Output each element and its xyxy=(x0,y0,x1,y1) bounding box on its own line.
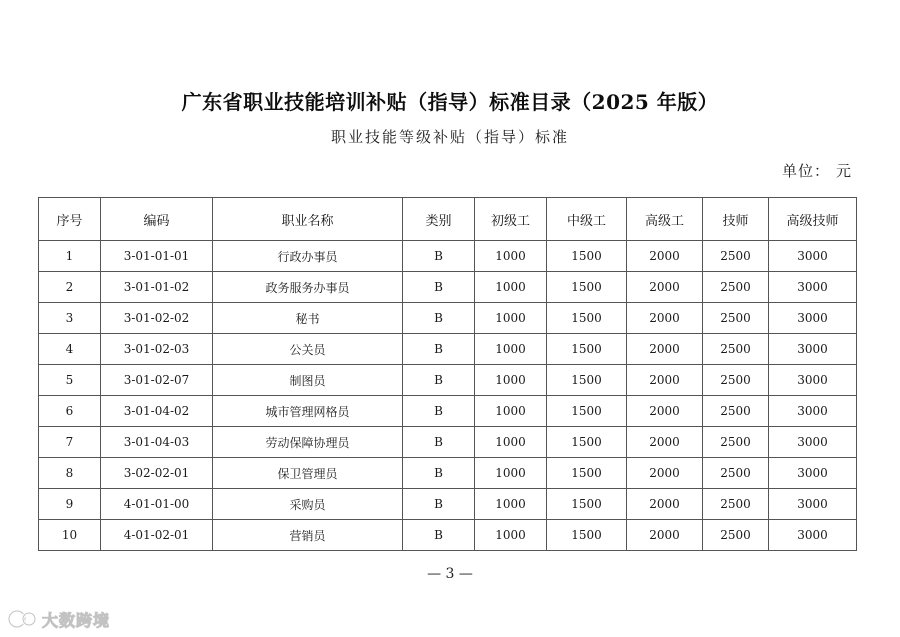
table-row xyxy=(39,458,857,489)
cell-senior-technician: 3000 xyxy=(769,396,857,427)
cell-category: B xyxy=(403,241,475,272)
cell-senior: 2000 xyxy=(627,334,703,365)
table-row xyxy=(39,365,857,396)
cell-technician: 2500 xyxy=(703,334,769,365)
unit-value: 元 xyxy=(835,162,852,180)
cell-intermediate: 1500 xyxy=(547,365,627,396)
cell-senior-technician: 3000 xyxy=(769,520,857,551)
cell-index: 9 xyxy=(39,489,101,520)
cell-occupation: 劳动保障协理员 xyxy=(213,427,403,458)
cell-code: 3-01-04-03 xyxy=(101,427,213,458)
cell-senior-technician: 3000 xyxy=(769,272,857,303)
table-row xyxy=(39,272,857,303)
cell-code: 3-01-01-01 xyxy=(101,241,213,272)
cell-intermediate: 1500 xyxy=(547,303,627,334)
cell-senior-technician: 3000 xyxy=(769,427,857,458)
header-index: 序号 xyxy=(39,198,101,241)
table-row xyxy=(39,303,857,334)
cell-senior: 2000 xyxy=(627,241,703,272)
cell-category: B xyxy=(403,427,475,458)
table-row xyxy=(39,241,857,272)
cell-occupation: 制图员 xyxy=(213,365,403,396)
cell-category: B xyxy=(403,303,475,334)
cell-senior: 2000 xyxy=(627,396,703,427)
cell-occupation: 公关员 xyxy=(213,334,403,365)
cell-junior: 1000 xyxy=(475,334,547,365)
cell-code: 4-01-01-00 xyxy=(101,489,213,520)
cell-code: 3-01-02-07 xyxy=(101,365,213,396)
cell-code: 4-01-02-01 xyxy=(101,520,213,551)
cell-technician: 2500 xyxy=(703,458,769,489)
header-junior: 初级工 xyxy=(475,198,547,241)
cell-occupation: 城市管理网格员 xyxy=(213,396,403,427)
cell-occupation: 秘书 xyxy=(213,303,403,334)
cell-category: B xyxy=(403,458,475,489)
cell-occupation: 行政办事员 xyxy=(213,241,403,272)
cell-intermediate: 1500 xyxy=(547,334,627,365)
cell-technician: 2500 xyxy=(703,520,769,551)
cell-code: 3-01-04-02 xyxy=(101,396,213,427)
cell-index: 5 xyxy=(39,365,101,396)
cell-index: 4 xyxy=(39,334,101,365)
document-title: 广东省职业技能培训补贴（指导）标准目录（2025 年版） xyxy=(181,90,719,114)
cell-index: 6 xyxy=(39,396,101,427)
cell-technician: 2500 xyxy=(703,272,769,303)
cell-index: 2 xyxy=(39,272,101,303)
cell-senior-technician: 3000 xyxy=(769,489,857,520)
cell-index: 1 xyxy=(39,241,101,272)
cell-index: 10 xyxy=(39,520,101,551)
cell-senior-technician: 3000 xyxy=(769,458,857,489)
cell-senior-technician: 3000 xyxy=(769,303,857,334)
cell-senior-technician: 3000 xyxy=(769,365,857,396)
cell-category: B xyxy=(403,365,475,396)
cell-technician: 2500 xyxy=(703,365,769,396)
header-category: 类别 xyxy=(403,198,475,241)
cell-junior: 1000 xyxy=(475,396,547,427)
table-row xyxy=(39,427,857,458)
cell-intermediate: 1500 xyxy=(547,427,627,458)
cell-technician: 2500 xyxy=(703,427,769,458)
cell-category: B xyxy=(403,396,475,427)
cell-technician: 2500 xyxy=(703,396,769,427)
cell-junior: 1000 xyxy=(475,427,547,458)
cell-intermediate: 1500 xyxy=(547,241,627,272)
cell-senior: 2000 xyxy=(627,520,703,551)
cell-category: B xyxy=(403,272,475,303)
header-senior-technician: 高级技师 xyxy=(769,198,857,241)
cell-junior: 1000 xyxy=(475,489,547,520)
cell-category: B xyxy=(403,489,475,520)
cell-intermediate: 1500 xyxy=(547,520,627,551)
table-row xyxy=(39,334,857,365)
unit-label: 单位： xyxy=(781,162,830,180)
cell-occupation: 采购员 xyxy=(213,489,403,520)
page-number: — 3 — xyxy=(427,566,473,582)
header-code: 编码 xyxy=(101,198,213,241)
header-occupation: 职业名称 xyxy=(213,198,403,241)
cell-senior: 2000 xyxy=(627,427,703,458)
cell-senior: 2000 xyxy=(627,458,703,489)
cell-intermediate: 1500 xyxy=(547,458,627,489)
header-technician: 技师 xyxy=(703,198,769,241)
cell-junior: 1000 xyxy=(475,520,547,551)
table-header-row xyxy=(39,198,857,241)
cell-index: 8 xyxy=(39,458,101,489)
cell-intermediate: 1500 xyxy=(547,489,627,520)
cell-junior: 1000 xyxy=(475,458,547,489)
table-row xyxy=(39,489,857,520)
cell-index: 7 xyxy=(39,427,101,458)
subsidy-table xyxy=(38,197,857,551)
header-senior: 高级工 xyxy=(627,198,703,241)
cell-technician: 2500 xyxy=(703,489,769,520)
brand-logo-icon xyxy=(8,607,38,631)
cell-junior: 1000 xyxy=(475,241,547,272)
cell-junior: 1000 xyxy=(475,272,547,303)
cell-senior-technician: 3000 xyxy=(769,241,857,272)
cell-code: 3-01-01-02 xyxy=(101,272,213,303)
cell-senior: 2000 xyxy=(627,272,703,303)
cell-occupation: 营销员 xyxy=(213,520,403,551)
cell-senior: 2000 xyxy=(627,303,703,334)
cell-category: B xyxy=(403,520,475,551)
cell-senior: 2000 xyxy=(627,365,703,396)
cell-junior: 1000 xyxy=(475,365,547,396)
cell-code: 3-01-02-02 xyxy=(101,303,213,334)
cell-code: 3-02-02-01 xyxy=(101,458,213,489)
cell-technician: 2500 xyxy=(703,303,769,334)
watermark-text: 大数跨境 xyxy=(42,610,111,630)
table-row xyxy=(39,396,857,427)
cell-senior: 2000 xyxy=(627,489,703,520)
cell-intermediate: 1500 xyxy=(547,272,627,303)
document-subtitle: 职业技能等级补贴（指导）标准 xyxy=(330,128,569,146)
cell-occupation: 政务服务办事员 xyxy=(213,272,403,303)
cell-occupation: 保卫管理员 xyxy=(213,458,403,489)
cell-index: 3 xyxy=(39,303,101,334)
table-row xyxy=(39,520,857,551)
watermark xyxy=(8,606,110,632)
cell-technician: 2500 xyxy=(703,241,769,272)
cell-category: B xyxy=(403,334,475,365)
unit-note xyxy=(782,160,852,181)
cell-senior-technician: 3000 xyxy=(769,334,857,365)
header-intermediate: 中级工 xyxy=(547,198,627,241)
cell-code: 3-01-02-03 xyxy=(101,334,213,365)
cell-intermediate: 1500 xyxy=(547,396,627,427)
cell-junior: 1000 xyxy=(475,303,547,334)
